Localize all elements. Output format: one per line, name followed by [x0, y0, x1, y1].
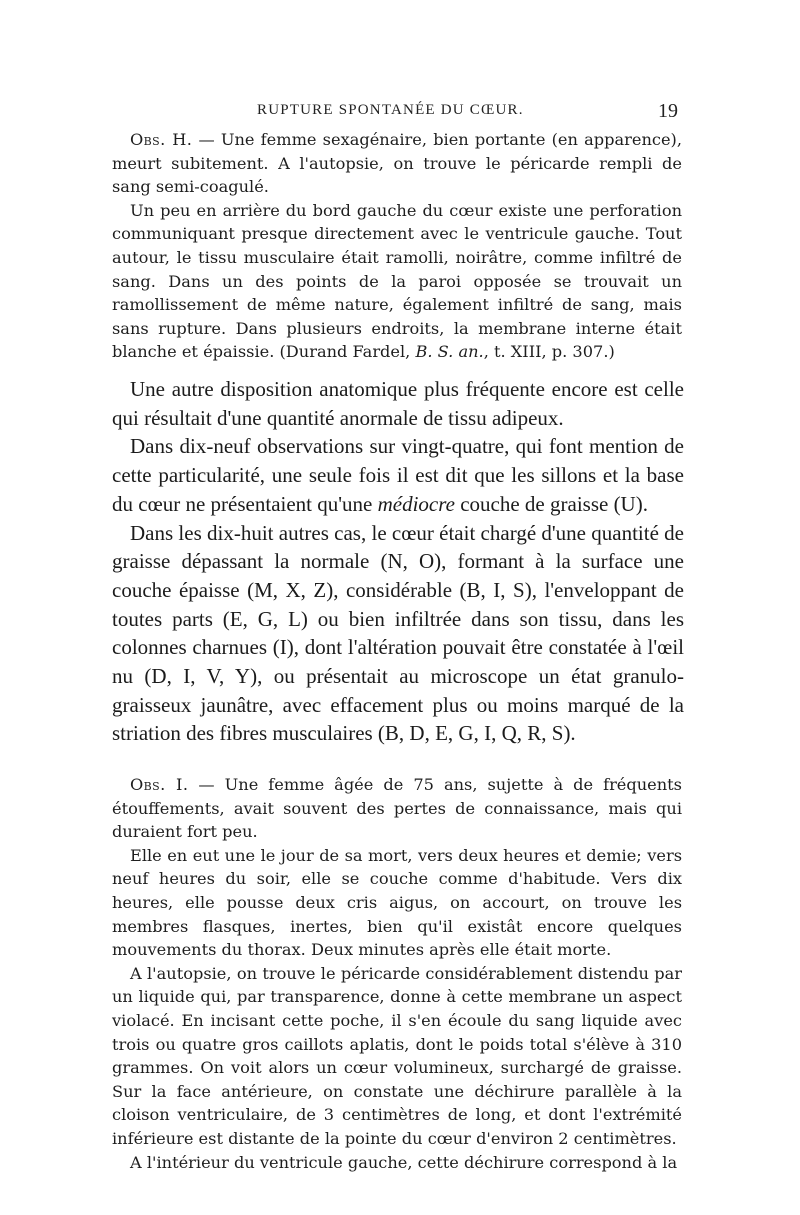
obs-i-paragraph-1	[112, 773, 682, 844]
main-text	[112, 375, 684, 748]
obs-h-label: Obs. H.	[130, 130, 193, 149]
main-paragraph-3: Dans les dix-huit autres cas, le cœur était chargé d'une quantité de graisse dépassant la normale (N, O), formant à la surface une couche épaisse (M, X, Z), considérable (B, I, S), l'enveloppant de toutes parts (E, G, L) ou bien infiltrée dans son tissu, dans les colonnes charnues (I), dont l'altération pouvait être constatée à l'œil nu (D, I, V, Y), ou présentait au microscope un état granulo-graisseux jaunâtre, avec effacement plus ou moins marqué de la striation des fibres musculaires (B, D, E, G, I, Q, R, S).	[112, 520, 684, 746]
obs-h-paragraph-2	[112, 199, 682, 364]
main-paragraph-1: Une autre disposition anatomique plus fréquente encore est celle qui résultait d'une quantité anormale de tissu adipeux.	[112, 377, 684, 430]
page-number: 19	[658, 100, 678, 122]
obs-h-text-3: , t. XIII, p. 307.)	[483, 342, 615, 362]
obs-h-paragraph-1	[112, 128, 682, 199]
obs-i-text-1: — Une femme âgée de 75 ans, sujette à de fréquents étouffements, avait souvent des pertes de connaissance, mais qui duraient fort peu.	[112, 775, 682, 842]
main-text-2a: Dans dix-neuf observations sur vingt-quatre, qui font mention de cette particularité, une seule fois il est dit que les sillons et la base du cœur ne présentaient qu'une	[112, 434, 684, 516]
obs-i-paragraph-4: A l'intérieur du ventricule gauche, cette déchirure correspond à la	[130, 1152, 678, 1172]
obs-i-label: Obs. I.	[130, 775, 189, 794]
running-title: RUPTURE SPONTANÉE DU CŒUR.	[257, 102, 524, 118]
obs-h-text-1: — Une femme sexagénaire, bien portante (en apparence), meurt subitement. A l'autopsie, on trouve le péricarde rempli de sang semi-coagulé.	[112, 130, 682, 197]
obs-i-paragraph-2: Elle en eut une le jour de sa mort, vers deux heures et demie; vers neuf heures du soir, elle se couche comme d'habitude. Vers dix heures, elle pousse deux cris aigus, on accourt, on trouve les membres flasques, inertes, bien qu'il existât encore quelques mouvements du thorax. Deux minutes après elle était morte.	[112, 845, 682, 960]
observation-h	[112, 128, 682, 364]
obs-i-paragraph-3: A l'autopsie, on trouve le péricarde considérablement distendu par un liquide qui, par transparence, donne à cette membrane un aspect violacé. En incisant cette poche, il s'en écoule du sang liquide avec trois ou quatre gros caillots aplatis, dont le poids total s'élève à 310 grammes. On voit alors un cœur volumineux, surchargé de graisse. Sur la face antérieure, on constate une déchirure parallèle à la cloison ventriculaire, de 3 centimètres de long, et dont l'extrémité inférieure est distante de la pointe du cœur d'environ 2 centimètres.	[112, 963, 682, 1148]
main-paragraph-2	[112, 432, 684, 518]
obs-h-reference: B. S. an.	[415, 342, 484, 362]
obs-h-text-2: Un peu en arrière du bord gauche du cœur existe une perforation communiquant presque directement avec le ventricule gauche. Tout autour, le tissu musculaire était ramolli, noirâtre, comme infiltré de sang. Dans un des points de la paroi opposée se trouvait un ramollissement de même nature, également infiltré de sang, mais sans rupture. Dans plusieurs endroits, la membrane interne était blanche et épaissie. (Durand Fardel,	[112, 200, 682, 362]
page-header	[112, 100, 690, 126]
main-italic-word: médiocre	[377, 491, 455, 516]
observation-i	[112, 773, 682, 1174]
main-text-2b: couche de graisse (U).	[454, 491, 648, 516]
